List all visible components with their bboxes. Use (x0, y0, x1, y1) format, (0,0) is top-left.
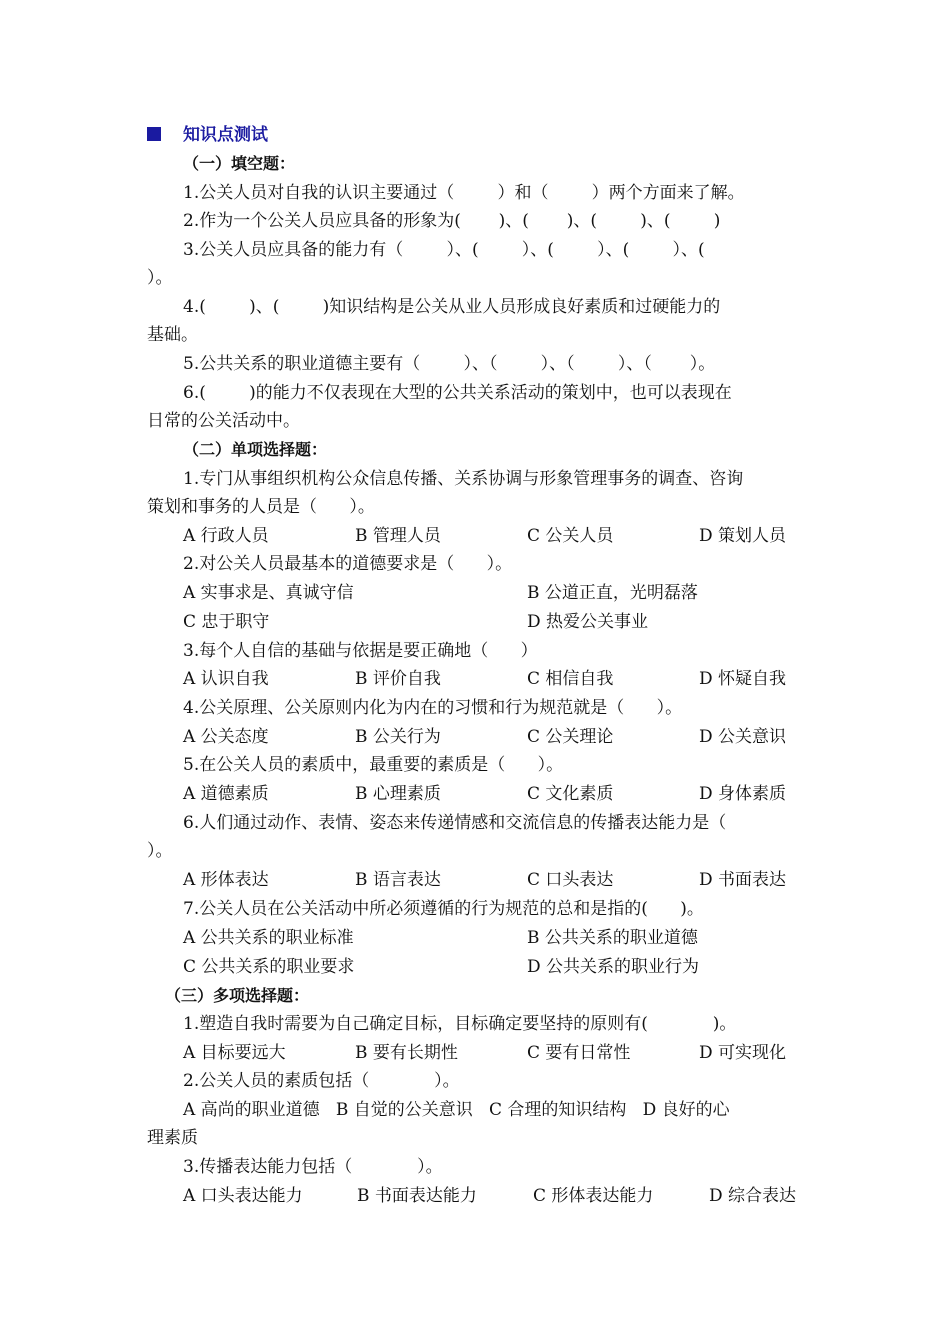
option: B 书面表达能力 (357, 1186, 477, 1206)
option: D 综合表达 (709, 1186, 797, 1206)
option: C 文化素质 (527, 784, 614, 804)
option: B 心理素质 (355, 784, 441, 804)
option: A 口头表达能力 (183, 1186, 303, 1206)
option: A 公关态度 (183, 727, 269, 747)
option: C 公关人员 (527, 526, 614, 546)
multi-q1: 1.塑造自我时需要为自己确定目标，目标确定要坚持的原则有( )。 (183, 1014, 737, 1034)
single-q4: 4.公关原理、公关原则内化为内在的习惯和行为规范就是（ ）。 (183, 698, 683, 718)
fill-q6: 6.( )的能力不仅表现在大型的公共关系活动的策划中，也可以表现在 (183, 383, 732, 403)
option: B 公关行为 (355, 727, 441, 747)
option: B 评价自我 (355, 669, 441, 689)
option: C 公关理论 (527, 727, 614, 747)
page-title (147, 121, 268, 149)
fill-q1: 1.公关人员对自我的认识主要通过（ ）和（ ）两个方面来了解。 (183, 183, 745, 203)
option: A 目标要远大 (183, 1043, 286, 1063)
section-single-heading: （二）单项选择题： (183, 440, 328, 459)
title-text: 知识点测试 (183, 125, 268, 145)
multi-q2: 2.公关人员的素质包括（ ）。 (183, 1071, 460, 1091)
option: D 策划人员 (699, 526, 787, 546)
single-q7: 7.公关人员在公关活动中所必须遵循的行为规范的总和是指的( )。 (183, 899, 704, 919)
fill-q3-cont: ）。 (147, 268, 173, 288)
single-q6-cont: ）。 (147, 841, 173, 861)
multi-q2-options-cont: 理素质 (147, 1128, 198, 1148)
fill-q4-cont: 基础。 (147, 325, 198, 345)
single-q1: 1.专门从事组织机构公众信息传播、关系协调与形象管理事务的调查、咨询 (183, 469, 744, 489)
fill-q2: 2.作为一个公关人员应具备的形象为( )、( )、( )、( ) (183, 211, 721, 231)
option: C 形体表达能力 (533, 1186, 654, 1206)
option: B 管理人员 (355, 526, 441, 546)
fill-q3: 3.公关人员应具备的能力有（ ）、( ）、( ）、( ）、( (183, 240, 705, 260)
option: C 相信自我 (527, 669, 614, 689)
option: D 热爱公关事业 (527, 612, 649, 632)
option: D 可实现化 (699, 1043, 787, 1063)
option: C 忠于职守 (183, 612, 270, 632)
single-q1-cont: 策划和事务的人员是（ ）。 (147, 497, 375, 517)
single-q6: 6.人们通过动作、表情、姿态来传递情感和交流信息的传播表达能力是（ (183, 813, 727, 833)
option: C 公共关系的职业要求 (183, 957, 355, 977)
option: A 行政人员 (183, 526, 269, 546)
single-q2: 2.对公关人员最基本的道德要求是（ ）。 (183, 554, 513, 574)
option: C 要有日常性 (527, 1043, 631, 1063)
option: B 公共关系的职业道德 (527, 928, 698, 948)
option: A 认识自我 (183, 669, 269, 689)
multi-q3: 3.传播表达能力包括（ ）。 (183, 1157, 443, 1177)
section-multi-heading: （三）多项选择题： (165, 986, 310, 1005)
option: D 书面表达 (699, 870, 787, 890)
fill-q6-cont: 日常的公关活动中。 (147, 411, 300, 431)
option: A 道德素质 (183, 784, 269, 804)
single-q5: 5.在公关人员的素质中，最重要的素质是（ ）。 (183, 755, 564, 775)
option: D 身体素质 (699, 784, 787, 804)
square-bullet-icon (147, 127, 161, 141)
fill-q4: 4.( )、( )知识结构是公关从业人员形成良好素质和过硬能力的 (183, 297, 721, 317)
option: A 公共关系的职业标准 (183, 928, 354, 948)
single-q3: 3.每个人自信的基础与依据是要正确地（ ） (183, 641, 538, 661)
option: A 形体表达 (183, 870, 269, 890)
option: D 公关意识 (699, 727, 787, 747)
option: A 实事求是、真诚守信 (183, 583, 354, 603)
option: C 口头表达 (527, 870, 614, 890)
option: D 怀疑自我 (699, 669, 787, 689)
option: D 公共关系的职业行为 (527, 957, 700, 977)
option: B 语言表达 (355, 870, 441, 890)
multi-q2-options: A 高尚的职业道德 B 自觉的公关意识 C 合理的知识结构 D 良好的心 (183, 1100, 730, 1120)
option: B 要有长期性 (355, 1043, 458, 1063)
section-fill-heading: （一）填空题： (183, 154, 296, 173)
option: B 公道正直，光明磊落 (527, 583, 698, 603)
fill-q5: 5.公共关系的职业道德主要有（ ）、（ ）、（ ）、（ ）。 (183, 354, 716, 374)
